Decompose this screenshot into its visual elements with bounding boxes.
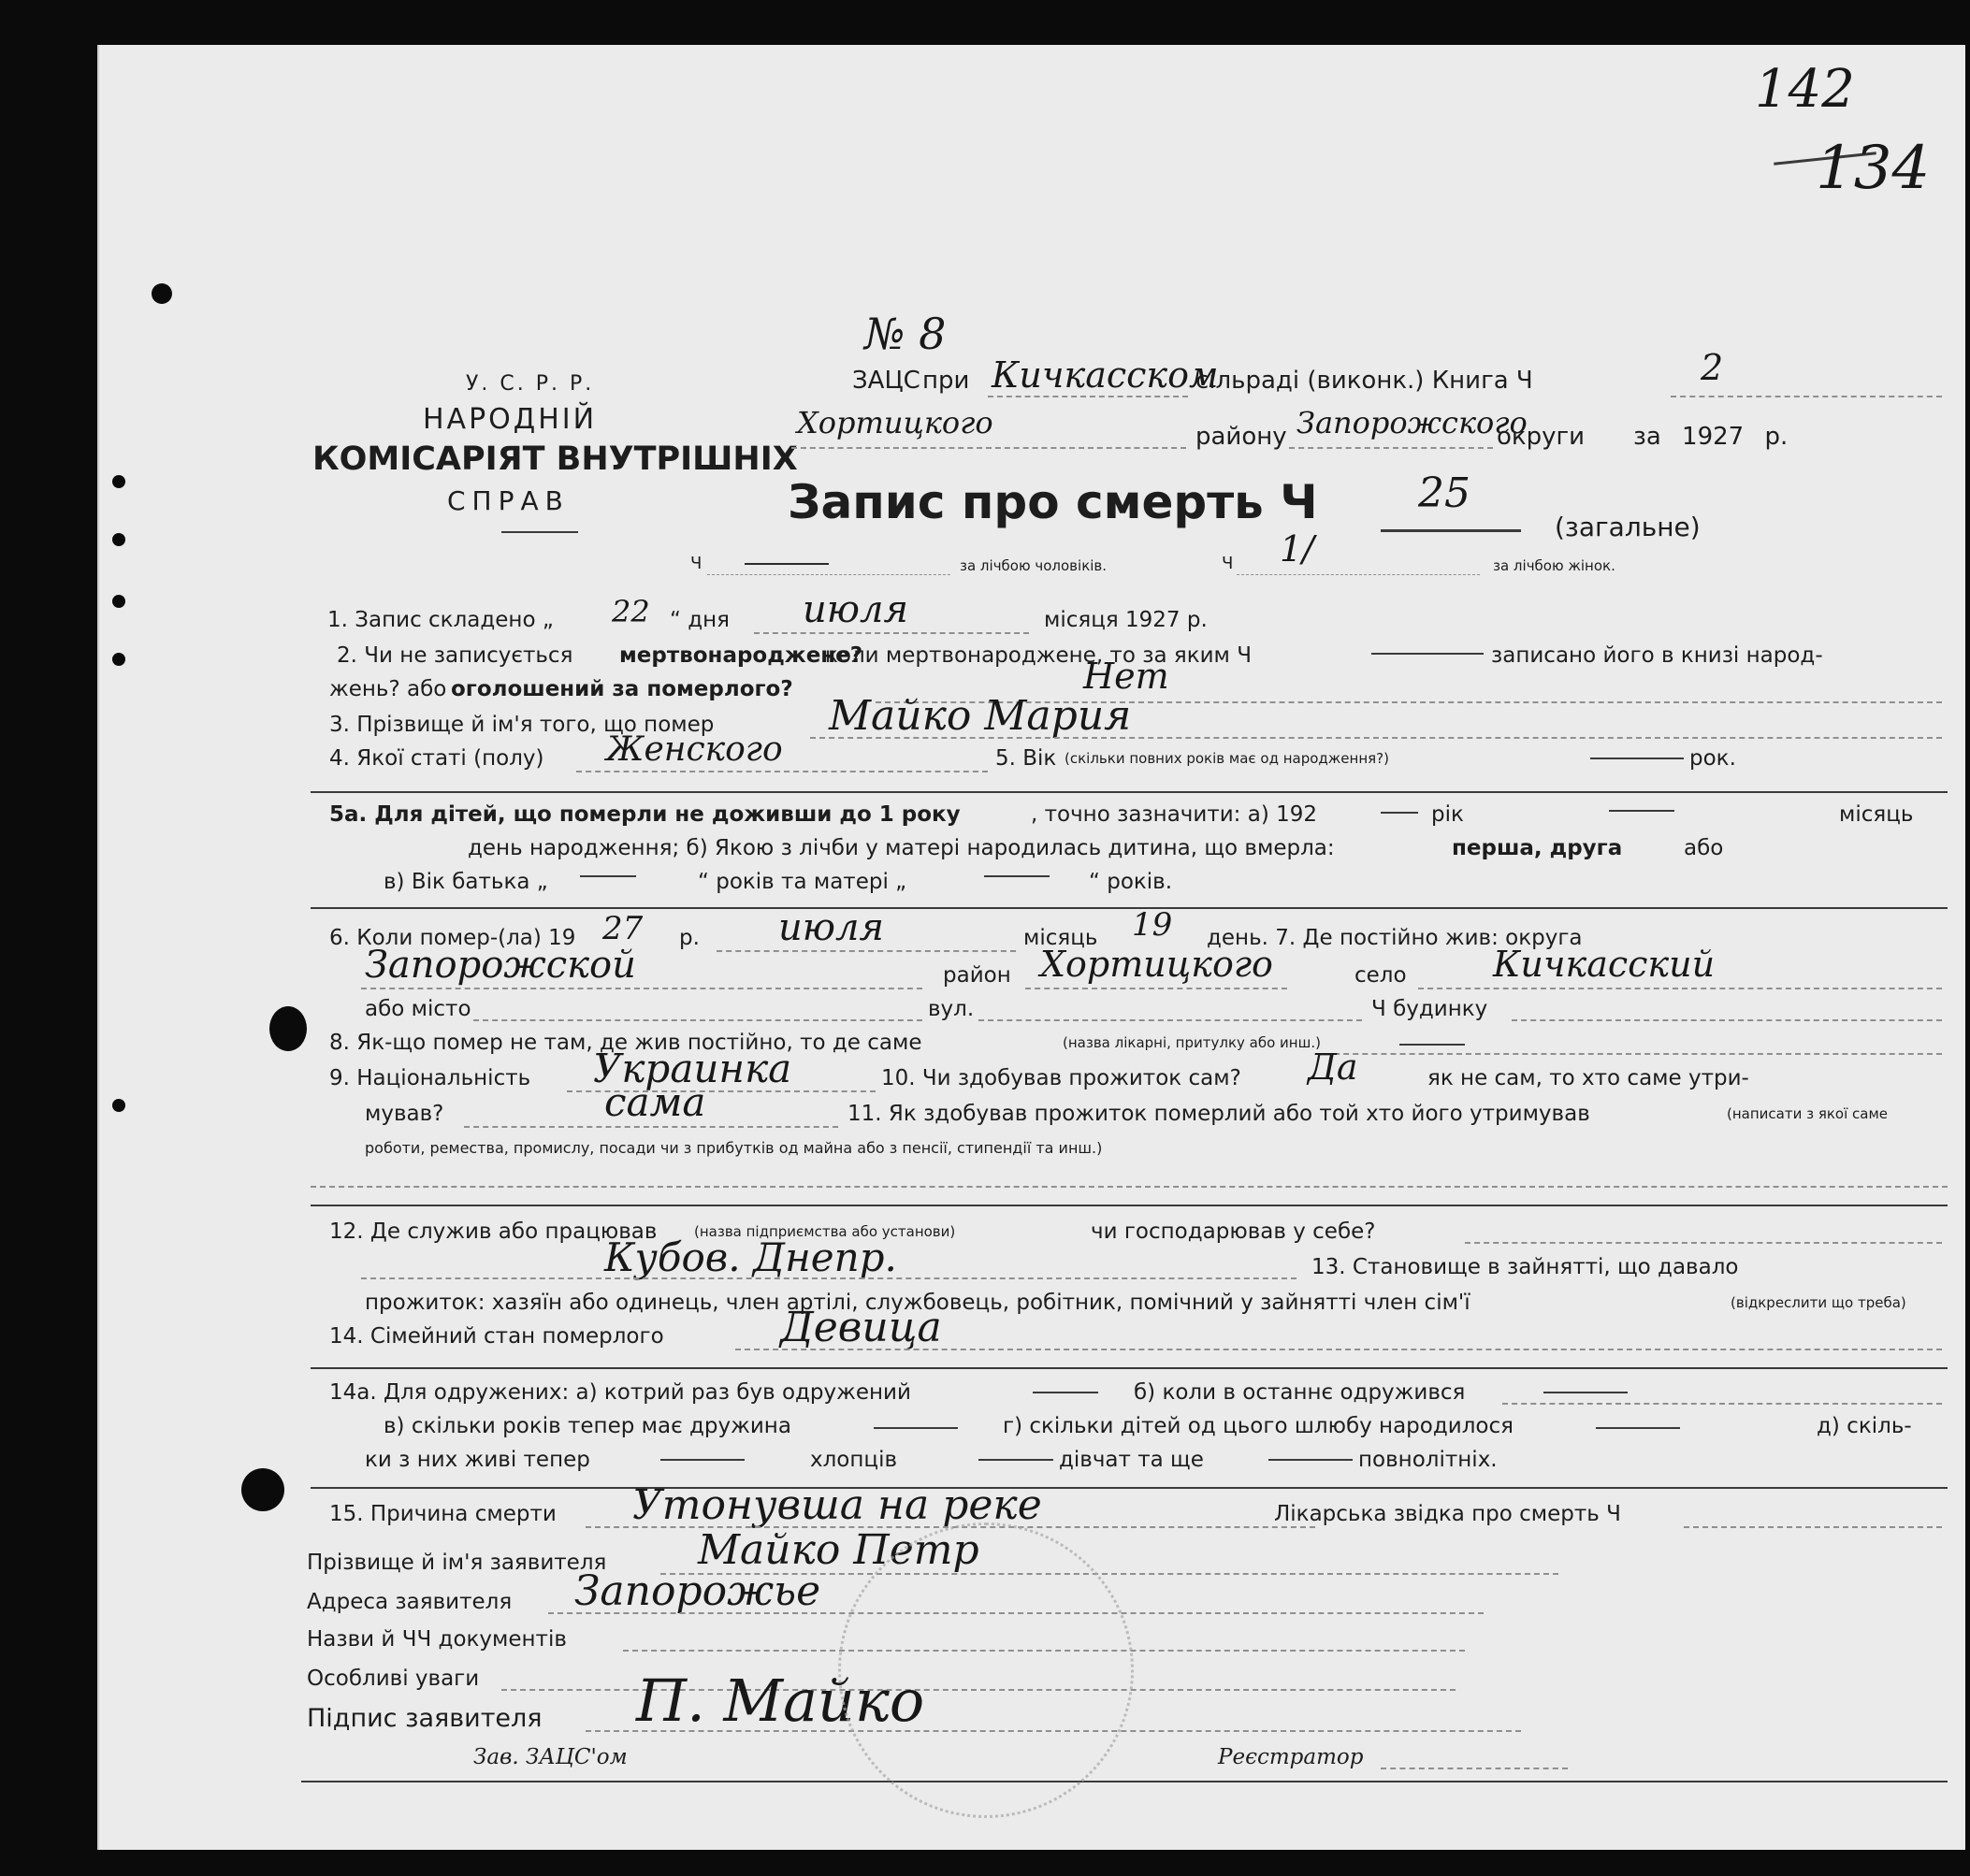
council-label: сільраді (виконк.) Книга Ч — [1195, 367, 1533, 395]
f7-selo: Кичкасский — [1493, 944, 1716, 985]
f14a-dash-c — [874, 1427, 958, 1429]
punch-hole — [112, 533, 125, 546]
men-count-prefix: Ч — [690, 554, 703, 573]
record-total-line — [1381, 529, 1521, 532]
district-label: району — [1195, 423, 1287, 451]
f11-label: 11. Як здобував прожиток померлий або той хто його утримував — [847, 1102, 1590, 1126]
f6-label: 6. Коли помер-(ла) 19 — [329, 926, 576, 950]
f7-rayon-label: район — [943, 963, 1011, 988]
punch-hole — [241, 1468, 284, 1511]
stamp — [838, 1522, 1134, 1818]
f5a-text-f: перша, друга — [1452, 836, 1623, 860]
general-label: (загальне) — [1555, 512, 1701, 542]
f2-text-f: оголошений за померлого? — [451, 677, 793, 701]
issuer-sprav: СПРАВ — [447, 485, 570, 516]
section-rule — [311, 907, 1948, 909]
f5-dash — [1590, 758, 1684, 759]
f5a-text-j: “ років. — [1089, 870, 1173, 894]
f12-value: Кубов. Днепр. — [604, 1234, 897, 1280]
f2-number-dash — [1371, 653, 1484, 655]
issuer-komisariyat: КОМІСАРІЯТ ВНУТРІШНІХ — [312, 440, 798, 478]
declarant-address: Запорожье — [574, 1567, 821, 1615]
declarant-signature: П. Майко — [636, 1667, 925, 1735]
record-total-number: 25 — [1418, 469, 1470, 517]
f11-line — [311, 1186, 1948, 1188]
f5a-father-dash — [580, 875, 636, 877]
f6-day: 19 — [1132, 906, 1173, 944]
district-value: Хортицкого — [797, 405, 993, 440]
f7-selo-label: село — [1354, 963, 1407, 988]
f10-line2: мував? — [365, 1102, 444, 1126]
f5a-text-h: в) Вік батька „ — [384, 870, 548, 894]
f10-label-b: як не сам, то хто саме утри- — [1427, 1066, 1749, 1090]
women-count-prefix: Ч — [1222, 554, 1234, 573]
punch-hole — [152, 283, 172, 304]
declarant-docs-label: Назви й ЧЧ документів — [307, 1627, 567, 1652]
f14a-dash-g — [1268, 1459, 1353, 1461]
f7-city-line — [473, 1019, 922, 1021]
zacs-label: ЗАЦС — [852, 367, 920, 395]
declarant-name-label: Прізвище й ім'я заявителя — [307, 1551, 607, 1575]
f12-note: (назва підприємства або установи) — [694, 1223, 956, 1240]
f12-label-b: чи господарював у себе? — [1091, 1219, 1376, 1244]
f7-selo-line — [1418, 988, 1942, 989]
district-line — [791, 447, 1186, 449]
okrug-label: округи — [1497, 423, 1586, 451]
f6-month-label: місяць — [1023, 926, 1098, 950]
men-count-line — [707, 574, 950, 575]
f10-label: 10. Чи здобував прожиток сам? — [881, 1066, 1241, 1090]
f12-line-a — [1465, 1242, 1942, 1244]
f6-day-label: день. 7. Де постійно жив: округа — [1207, 926, 1583, 950]
f11-note: (написати з якої саме — [1727, 1105, 1889, 1122]
okrug-line — [1289, 447, 1493, 449]
council-line — [988, 396, 1188, 397]
special-notes-label: Особливі уваги — [307, 1667, 480, 1691]
women-count-label: за лічбою жінок. — [1493, 557, 1615, 574]
f10-line-b — [464, 1126, 838, 1128]
form-title: Запис про смерть Ч — [788, 475, 1318, 529]
f15-cert-line — [1684, 1526, 1942, 1528]
f5a-text-d: місяць — [1839, 802, 1914, 827]
f5a-year-dash — [1381, 812, 1418, 814]
section-rule — [311, 791, 1948, 793]
f13-line3: прожиток: хазяїн або одинець, член артілі, службовець, робітник, помічний у зайнятті член сім'ї — [365, 1291, 1470, 1315]
section-rule — [311, 1487, 1948, 1489]
f7-city-label: або місто — [365, 997, 471, 1021]
issuer-narodniy: НАРОДНІЙ — [423, 403, 598, 436]
bottom-rule — [301, 1781, 1948, 1782]
punch-hole — [112, 475, 125, 488]
f2-text-c: коли мертвонароджене, то за яким Ч — [825, 643, 1252, 668]
men-count-label: за лічбою чоловіків. — [960, 557, 1108, 574]
signature-label: Підпис заявителя — [307, 1704, 543, 1733]
f3-value: Майко Мария — [829, 692, 1132, 740]
f14a-text-e: д) скіль- — [1817, 1414, 1912, 1438]
f14a-dash-e — [660, 1459, 745, 1461]
f5a-text-i: “ років та матері „ — [698, 870, 907, 894]
f14a-text-d: г) скільки дітей од цього шлюбу народилося — [1003, 1414, 1514, 1438]
declarant-name: Майко Петр — [698, 1526, 979, 1574]
f10-value-b: сама — [604, 1079, 706, 1125]
section-rule — [311, 1205, 1948, 1206]
punch-hole — [112, 653, 125, 666]
f14a-dash-d — [1596, 1427, 1680, 1429]
archive-number-bottom: 134 — [1816, 134, 1931, 203]
record-sheet — [97, 45, 1965, 1850]
f6-year: 27 — [602, 910, 644, 947]
f1-day: 22 — [612, 594, 650, 629]
f7-rayon: Хортицкого — [1040, 944, 1273, 985]
f14a-line-1 — [1502, 1403, 1942, 1405]
f5a-text-a: 5а. Для дітей, що померли не доживши до 1 року — [329, 802, 961, 827]
okrug-value: Запорожского — [1296, 405, 1528, 440]
f12-line-b — [361, 1277, 1296, 1279]
f10-value: Да — [1308, 1046, 1358, 1088]
f5a-mother-dash — [984, 875, 1050, 877]
issuer-ussr: У. С. Р. Р. — [466, 372, 595, 396]
f14a-dash-f — [978, 1459, 1053, 1461]
punch-hole — [112, 1099, 125, 1112]
f12-label: 12. Де служив або працював — [329, 1219, 658, 1244]
f6-r: р. — [679, 926, 700, 950]
f3-line — [810, 737, 1942, 739]
f1-end: місяця 1927 р. — [1044, 608, 1208, 632]
women-count-line — [1237, 574, 1480, 575]
f15-value: Утонувша на реке — [632, 1481, 1042, 1529]
issuer-rule — [501, 531, 578, 533]
f1-label: 1. Запис складено „ — [327, 608, 554, 632]
f11-line3: роботи, ремества, промислу, посади чи з прибутків од майна або з пенсії, стипендії та инш.) — [365, 1139, 1103, 1157]
book-line — [1671, 396, 1942, 397]
punch-hole — [112, 595, 125, 608]
f7-okrug: Запорожской — [365, 944, 636, 987]
f7-okrug-line — [361, 988, 922, 989]
archive-number-top: 142 — [1755, 59, 1855, 120]
f5-label: 5. Вік — [995, 746, 1057, 771]
f5-note: (скільки повних років має од народження?) — [1065, 750, 1389, 767]
f1-month: июля — [803, 588, 908, 631]
f2-text-d: записано його в книзі народ- — [1491, 643, 1823, 668]
f14a-dash-a — [1033, 1392, 1098, 1393]
punch-hole — [269, 1006, 307, 1051]
f6-month-line — [717, 950, 1016, 952]
f14a-text-g: хлопців — [810, 1448, 898, 1472]
f14a-dash-b — [1543, 1392, 1628, 1393]
f2-answer: Нет — [1083, 656, 1169, 697]
f9-label: 9. Національність — [329, 1066, 531, 1090]
f14-label: 14. Сімейний стан померлого — [329, 1324, 664, 1349]
f14a-text-f: ки з них живі тепер — [365, 1448, 590, 1472]
council-value: Кичкасском — [992, 354, 1219, 396]
f5a-month-dash — [1609, 810, 1674, 812]
record-number: № 8 — [864, 309, 947, 359]
f15-label: 15. Причина смерти — [329, 1502, 557, 1526]
f8-label: 8. Як-що помер не там, де жив постійно, то де саме — [329, 1031, 922, 1055]
f7-house-label: Ч будинку — [1371, 997, 1488, 1021]
f15-cert: Лікарська звідка про смерть Ч — [1274, 1502, 1621, 1526]
f4-label: 4. Якої статі (полу) — [329, 746, 544, 771]
f9-value: Украинка — [593, 1046, 792, 1091]
f5a-text-b: , точно зазначити: а) 192 — [1031, 802, 1318, 827]
f1-mid: “ дня — [670, 608, 731, 632]
f13-note: (відкреслити що треба) — [1731, 1294, 1906, 1311]
f14a-text-b: б) коли в останнє одружився — [1134, 1380, 1466, 1405]
f8-dash — [1399, 1044, 1465, 1046]
f13-label: 13. Становище в зайнятті, що давало — [1311, 1255, 1739, 1279]
f2-text-b: мертвонароджене? — [619, 643, 863, 668]
f4-line — [576, 771, 988, 772]
pri-label: при — [922, 367, 970, 395]
f14a-text-c: в) скільки років тепер має дружина — [384, 1414, 791, 1438]
men-count-dash — [745, 563, 829, 565]
f7-house-line — [1512, 1019, 1942, 1021]
f2-text-a: 2. Чи не записується — [337, 643, 573, 668]
f5a-text-c: рік — [1431, 802, 1464, 827]
f7-street-line — [978, 1019, 1362, 1021]
section-rule — [311, 1367, 1948, 1369]
f1-month-line — [754, 632, 1029, 634]
f14a-text-a: 14а. Для одружених: а) котрий раз був одружений — [329, 1380, 911, 1405]
f5a-text-e: день народження; б) Якою з лічби у матері народилась дитина, що вмерла: — [468, 836, 1335, 860]
f4-value: Женского — [606, 730, 783, 769]
registrar-line — [1381, 1768, 1568, 1769]
women-count-value: 1/ — [1280, 528, 1314, 570]
f2-text-e: жень? або — [329, 677, 447, 701]
f3-label: 3. Прізвище й ім'я того, що помер — [329, 713, 715, 737]
f7-rayon-line — [1025, 988, 1287, 989]
f8-note: (назва лікарні, притулку або инш.) — [1063, 1034, 1321, 1051]
f14-value: Девица — [780, 1304, 942, 1351]
year-label: за 1927 р. — [1633, 423, 1789, 451]
f14-line — [735, 1349, 1942, 1350]
declarant-address-label: Адреса заявителя — [307, 1590, 513, 1614]
f7-street-label: вул. — [928, 997, 975, 1021]
zacs-head-label: Зав. ЗАЦС'ом — [473, 1745, 628, 1769]
f5a-text-g: або — [1684, 836, 1724, 860]
f14a-text-h: дівчат та ще — [1059, 1448, 1204, 1472]
book-value: 2 — [1701, 347, 1724, 388]
f5-end: рок. — [1689, 746, 1736, 771]
f6-month: июля — [778, 906, 884, 949]
f14a-text-i: повнолітніх. — [1358, 1448, 1498, 1472]
registrar-label: Реєстратор — [1218, 1745, 1364, 1769]
f8-line — [1315, 1053, 1942, 1055]
